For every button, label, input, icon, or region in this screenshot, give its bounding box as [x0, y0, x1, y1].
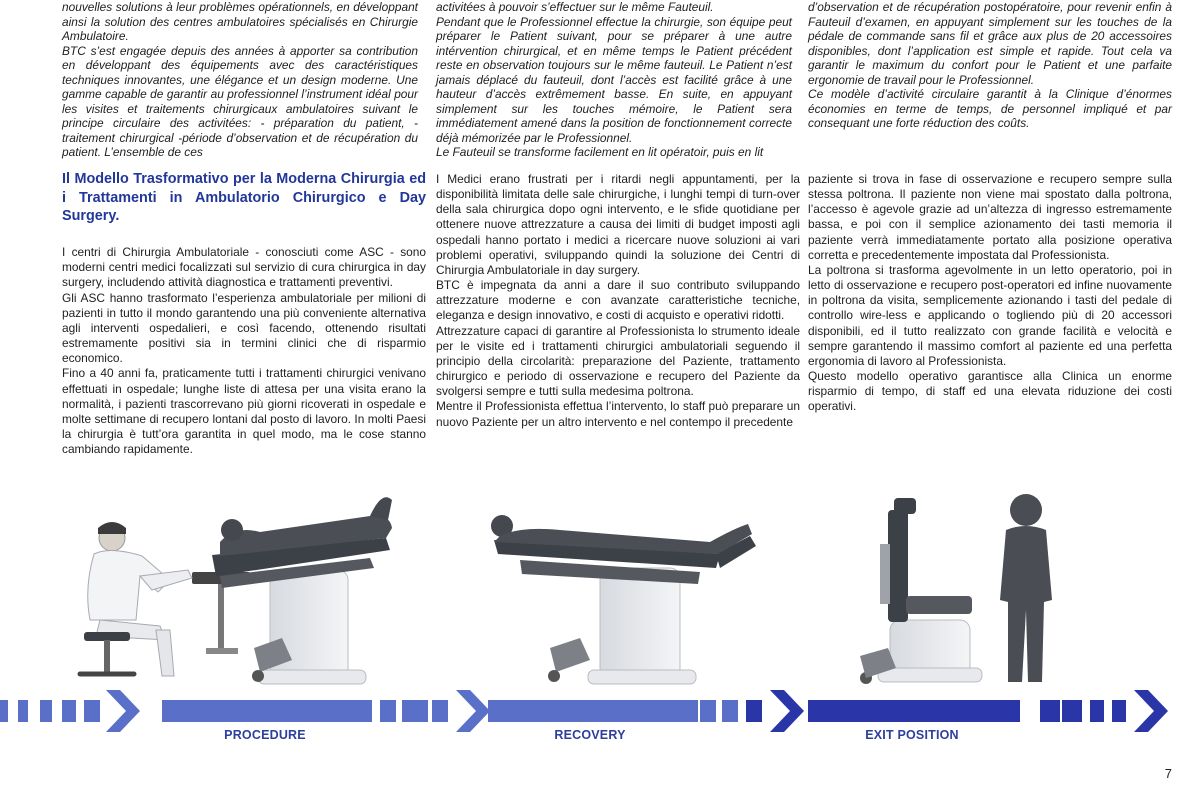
italian-column-1 [62, 170, 426, 457]
flow-dash [40, 700, 52, 722]
paragraph: d’observation et de récupération postopératoire, pour revenir enfin à Fauteuil d’examen, en appuyant simplement sur les touches de la pédale de commande sans fil et grâce aux plus de 20 accessoires disponibles, dont l’application est simple et rapide. Tout cela va garantir le maximum du confort pour le Patient et une parfaite ergonomie de travail pour le Professionnel. [808, 0, 1172, 87]
flow-dash [1046, 700, 1060, 722]
paragraph: I centri di Chirurgia Ambulatoriale - conosciuti come ASC - sono moderni centri medici focalizzati sul servizio di cura chirurgica in day surgery, includendo attività diagnostica e trattamenti preventivi. [62, 245, 426, 290]
flow-chevron [106, 690, 140, 732]
paragraph: Fino a 40 anni fa, praticamente tutti i trattamenti chirurgici venivano effettuati in ospedale; lunghe liste di attesa per una visita erano la normalità, i pazienti trascorrevano più giorni ricoverati in ospedale e molte settimane di recupero lontani dal posto di lavoro. In molti Paesi la chirurgia è tutt’ora garantita in quel modo, ma le cose stanno cambiando rapidamente. [62, 366, 426, 457]
paragraph: BTC è impegnata da anni a dare il suo contributo sviluppando attrezzature moderne e con avanzate caratteristiche tecniche, eleganza e design innovativo, e costi di acquisto e operativi ridotti. [436, 278, 800, 323]
flow-dash [62, 700, 76, 722]
flow-chevron [770, 690, 804, 732]
flow-dash [162, 700, 372, 722]
flow-dash [1068, 700, 1082, 722]
flow-dash [18, 700, 28, 722]
paragraph: BTC s’est engagée depuis des années à apporter sa contribution en développant des équipements avec des caractéristiques techniques innovantes, une élégance et un design moderne. Une gamme capable de garantir au professionnel l’instrument idéal pour les visites et traitements chirurgicaux ambulatoires suivant le principe circulaire des activitées: - préparation du patient, - traitement chirurgical -période d’observation et de récupération du patient. L’ensemble de ces [62, 43, 418, 160]
section-title: Il Modello Trasformativo per la Moderna Chirurgia ed i Trattamenti in Ambulatorio Chirurgico e Day Surgery. [62, 171, 426, 225]
procedure-illustration [70, 480, 400, 695]
flow-dash [410, 700, 428, 722]
paragraph: La poltrona si trasforma agevolmente in un letto operatorio, poi in letto di osservazione e recupero post-operatori ed infine nuovamente in poltrona da visita, semplicemente azionando i tasti del pedale di controllo wire-less e applicando o togliendo più di 20 accessori disponibili, ed il tutto realizzato con grande facilità e velocità e sempre garantendo il massimo comfort al paziente ed una perfetta ergonomia di lavoro al Professionista. [808, 262, 1172, 368]
recovery-illustration [480, 480, 770, 695]
stage-label-recovery: RECOVERY [554, 728, 626, 742]
flow-dash [488, 700, 698, 722]
paragraph: Gli ASC hanno trasformato l’esperienza ambulatoriale per milioni di pazienti in tutto il mondo garantendo una più conveniente alternativa agli interventi ospedalieri, e così facendo, ottenendo risultati estremamente positivi sia in termini clinici che di risparmio economico. [62, 290, 426, 366]
flow-dash [432, 700, 448, 722]
exit-position-illustration [850, 470, 1080, 695]
flow-bars [0, 690, 1168, 732]
flow-dash [746, 700, 762, 722]
paragraph: Pendant que le Professionnel effectue la chirurgie, son équipe peut préparer le Patient suivant, pour se préparer à une autre intérvention chirurgical, et en même temps le Patient précédent reste en observation toujours sur le même fauteuil. Le Patient n’est jamais déplacé du fauteuil, dont l’accès est facilité grâce à une hauteur d’accès extrêmement basse. En suite, en appuyant simplement sur les touches mémoire, le Patient sera immédiatement amené dans la position de fonctionnement correcte déjà mémorizée par le Professionnel. [436, 14, 792, 145]
page-number: 7 [1164, 766, 1172, 781]
flow-chevron [1134, 690, 1168, 732]
paragraph: activitées à pouvoir s’effectuer sur le même Fauteuil. [436, 0, 714, 14]
stage-label-exit-position: EXIT POSITION [865, 728, 959, 742]
flow-dash [84, 700, 100, 722]
paragraph: Le Fauteuil se transforme facilement en lit opératoir, puis en lit [436, 145, 764, 160]
stage-label-procedure: PROCEDURE [224, 728, 306, 742]
flow-dash [380, 700, 396, 722]
flow-dash [1112, 700, 1126, 722]
flow-dash [722, 700, 738, 722]
paragraph: I Medici erano frustrati per i ritardi negli appuntamenti, per la disponibilità limitata delle sale chirurgiche, i lunghi tempi di turn-over della sala chirurgica dopo ogni intervento, e le sfide quotidiane per ottenere nuove attrezzature a causa dei limiti di budget imposti agli ospedali hanno portato i medici a ricercare nuove soluzioni ai vari problemi operativi, sviluppando quindi la soluzione dei Centri di Chirurgia Ambulatoriale in day surgery. [436, 172, 800, 277]
paragraph: nouvelles solutions à leur problèmes opérationnels, en développant ainsi la solution des centres ambulatoires spécialisés en Chirurgie Ambulatoire. [62, 0, 418, 44]
flow-chevron [456, 690, 490, 732]
paragraph: Attrezzature capaci di garantire al Professionista lo strumento ideale per le visite ed i trattamenti chirurgici ambulatoriali seguendo il principio della circolarità: preparazione del Paziente, trattamento chirurgico e periodo di osservazione e recupero del Paziente da svolgersi sempre e tutti sulla medesima poltrona. [436, 323, 800, 399]
flow-dash [808, 700, 1020, 722]
french-column-3 [808, 0, 1172, 131]
flow-dash [1090, 700, 1104, 722]
flow-dash [0, 700, 8, 722]
paragraph: Ce modèle d’activité circulaire garantit à la Clinique d’énormes économies en terme de temps, de personnel impliqué et par consequant une forte réduction des coûts. [808, 87, 1172, 131]
paragraph: paziente si trova in fase di osservazione e recupero sempre sulla stessa poltrona. Il paziente non viene mai spostato dalla poltrona, l’accesso è agevole grazie ad un’altezza di ingresso estremamente bassa, e poi con il semplice azionamento dei tasti memoria il paziente verrà immediatamente portato alla posizione operativa corretta e precedentemente impostata dal Professionista. [808, 172, 1172, 262]
paragraph: Mentre il Professionista effettua l’intervento, lo staff può preparare un nuovo Paziente per un altro intervento e nel contempo il precedente [436, 399, 800, 429]
italian-column-3 [808, 172, 1172, 415]
flow-dash [700, 700, 716, 722]
paragraph: Questo modello operativo garantisce alla Clinica un enorme risparmio di tempo, di staff ed una elevata riduzione dei costi operativi. [808, 369, 1172, 414]
italian-column-2 [436, 172, 800, 430]
french-column-2 [436, 0, 792, 160]
french-column-1 [62, 0, 418, 160]
